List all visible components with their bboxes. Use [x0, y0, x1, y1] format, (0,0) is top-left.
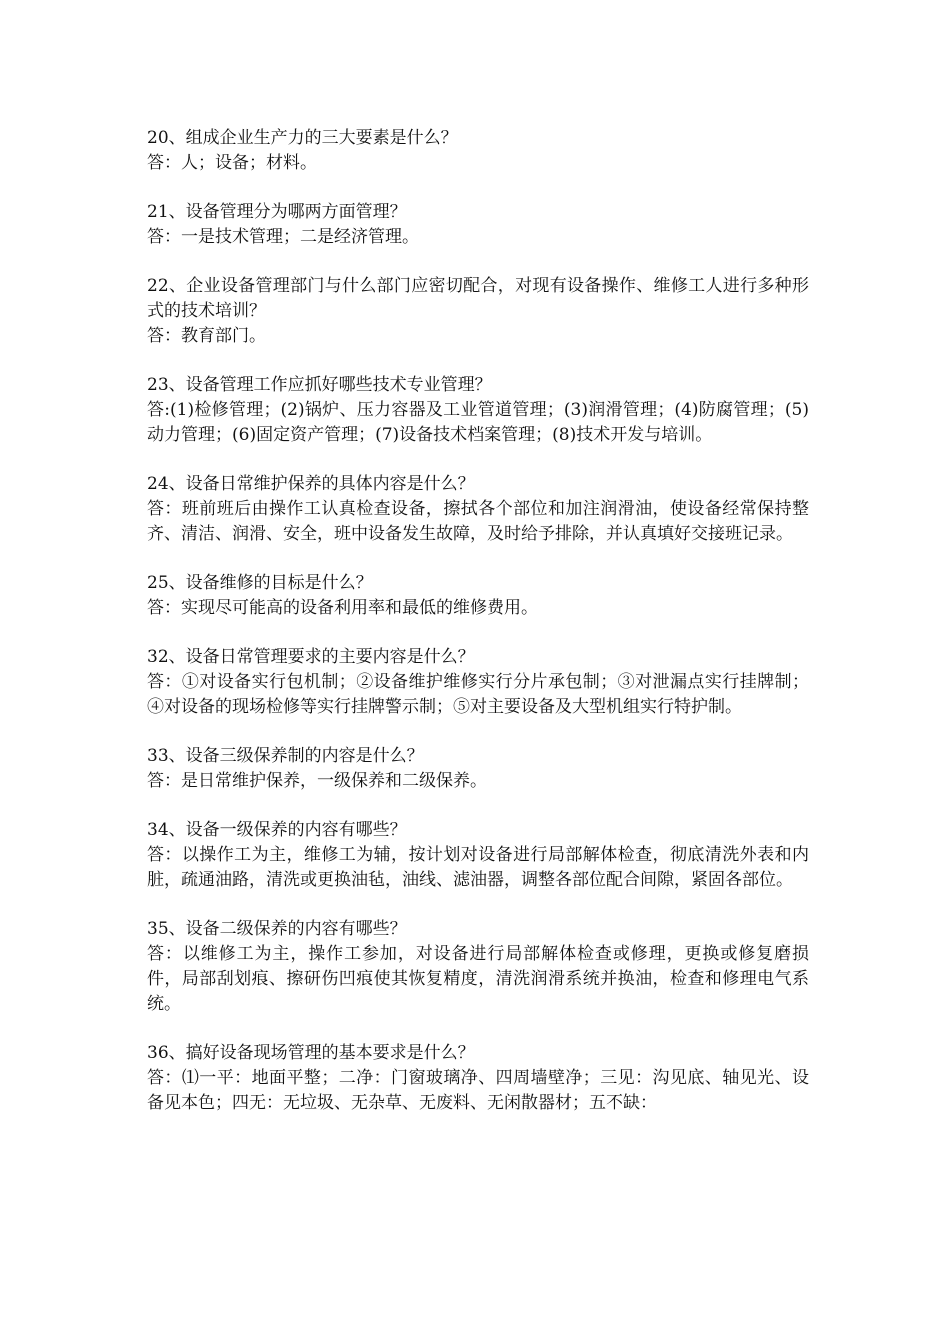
qa-item-22 — [147, 274, 809, 349]
answer: 答：人；设备；材料。 — [147, 153, 317, 173]
qa-item-34 — [147, 818, 809, 893]
qa-list — [147, 126, 809, 1140]
qa-item-20 — [147, 126, 809, 176]
question: 22、企业设备管理部门与什么部门应密切配合，对现有设备操作、维修工人进行多种形式的技术培训？ — [147, 276, 809, 321]
qa-item-24 — [147, 472, 809, 547]
qa-item-23 — [147, 373, 809, 448]
answer: 答：教育部门。 — [147, 326, 266, 346]
answer: 答：一是技术管理；二是经济管理。 — [147, 227, 419, 247]
answer: 答：是日常维护保养，一级保养和二级保养。 — [147, 771, 487, 791]
question: 25、设备维修的目标是什么？ — [147, 573, 373, 593]
qa-item-21 — [147, 200, 809, 250]
answer: 答：班前班后由操作工认真检查设备，擦拭各个部位和加注润滑油，使设备经常保持整齐、清洁、润滑、安全，班中设备发生故障，及时给予排除，并认真填好交接班记录。 — [147, 499, 809, 544]
answer: 答：⑴一平：地面平整；二净：门窗玻璃净、四周墙壁净；三见：沟见底、轴见光、设备见本色；四无：无垃圾、无杂草、无废料、无闲散器材；五不缺： — [147, 1068, 809, 1113]
answer: 答：实现尽可能高的设备利用率和最低的维修费用。 — [147, 598, 538, 618]
answer: 答：①对设备实行包机制；②设备维护维修实行分片承包制；③对泄漏点实行挂牌制；④对设备的现场检修等实行挂牌警示制；⑤对主要设备及大型机组实行特护制。 — [147, 672, 809, 717]
qa-item-35 — [147, 917, 809, 1017]
answer: 答：以操作工为主，维修工为辅，按计划对设备进行局部解体检查，彻底清洗外表和内脏，疏通油路，清洗或更换油毡，油线、滤油器，调整各部位配合间隙，紧固各部位。 — [147, 845, 809, 890]
question: 36、搞好设备现场管理的基本要求是什么？ — [147, 1043, 475, 1063]
qa-item-25 — [147, 571, 809, 621]
question: 32、设备日常管理要求的主要内容是什么？ — [147, 647, 475, 667]
question: 33、设备三级保养制的内容是什么？ — [147, 746, 424, 766]
qa-item-32 — [147, 645, 809, 720]
question: 23、设备管理工作应抓好哪些技术专业管理？ — [147, 375, 492, 395]
qa-item-33 — [147, 744, 809, 794]
qa-item-36 — [147, 1041, 809, 1116]
question: 24、设备日常维护保养的具体内容是什么？ — [147, 474, 475, 494]
question: 21、设备管理分为哪两方面管理？ — [147, 202, 407, 222]
question: 35、设备二级保养的内容有哪些？ — [147, 919, 407, 939]
question: 20、组成企业生产力的三大要素是什么？ — [147, 128, 458, 148]
question: 34、设备一级保养的内容有哪些？ — [147, 820, 407, 840]
answer: 答：以维修工为主，操作工参加，对设备进行局部解体检查或修理，更换或修复磨损件，局部刮划痕、擦研伤凹痕使其恢复精度，清洗润滑系统并换油，检查和修理电气系统。 — [147, 944, 809, 1014]
answer: 答:(1)检修管理；(2)锅炉、压力容器及工业管道管理；(3)润滑管理；(4)防腐管理；(5)动力管理；(6)固定资产管理；(7)设备技术档案管理；(8)技术开发与培训。 — [147, 400, 809, 445]
